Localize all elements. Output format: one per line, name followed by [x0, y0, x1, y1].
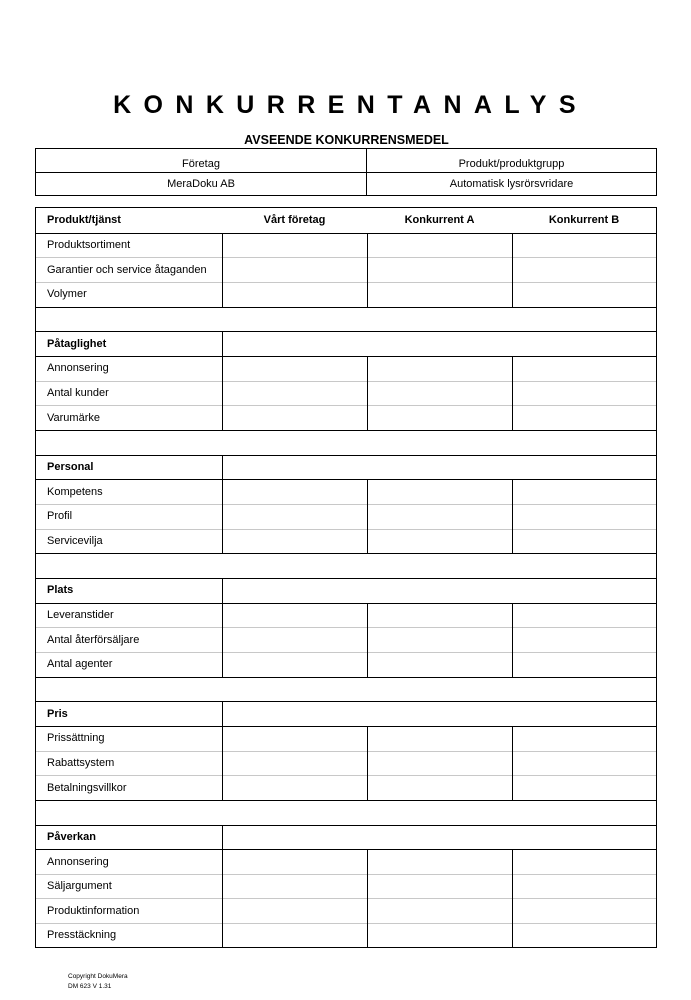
spacer-row: [36, 307, 656, 332]
row-label: Produktsortiment: [47, 239, 131, 251]
table-row: [36, 381, 656, 406]
document-title: KONKURRENTANALYS: [113, 91, 588, 119]
table-row: [36, 627, 656, 652]
entry-cell[interactable]: [223, 874, 367, 899]
version-text: DM 623 V 1.31: [68, 983, 112, 990]
entry-cell[interactable]: [223, 923, 367, 948]
entry-cell[interactable]: [368, 381, 512, 406]
table-row: [36, 751, 656, 776]
row-label: Prissättning: [47, 732, 105, 745]
entry-cell[interactable]: [223, 381, 367, 406]
section-row: [36, 331, 656, 356]
entry-cell[interactable]: [513, 923, 656, 948]
row-label: Antal återförsäljare: [47, 633, 140, 646]
section-row: [36, 825, 656, 850]
entry-cell[interactable]: [223, 455, 656, 480]
entry-cell[interactable]: [513, 381, 656, 406]
row-label: Servicevilja: [47, 534, 103, 547]
document-subtitle: AVSEENDE KONKURRENSMEDEL: [244, 133, 449, 147]
entry-cell[interactable]: [368, 874, 512, 899]
table-row: [36, 603, 656, 628]
entry-cell[interactable]: [223, 627, 367, 652]
table-row: [36, 257, 656, 282]
table-row: [36, 898, 656, 923]
entry-cell[interactable]: [223, 504, 367, 529]
entry-cell[interactable]: [513, 775, 656, 800]
entry-cell[interactable]: [223, 405, 367, 430]
entry-cell[interactable]: [223, 282, 367, 307]
spacer-row: [36, 553, 656, 578]
entry-cell[interactable]: [223, 356, 367, 381]
row-label: Annonsering: [47, 855, 109, 868]
column-header: Produkt/tjänst: [47, 214, 121, 227]
entry-cell[interactable]: [513, 233, 656, 258]
row-label: Varumärke: [47, 411, 100, 424]
company-label: Företag: [182, 158, 220, 170]
section-label: Påverkan: [47, 830, 96, 843]
entry-cell[interactable]: [223, 603, 367, 628]
table-row: [36, 479, 656, 504]
table-header-row: [36, 208, 656, 233]
row-label: Volymer: [47, 288, 87, 301]
entry-cell[interactable]: [368, 405, 512, 430]
entry-cell[interactable]: [223, 751, 367, 776]
row-label: Betalningsvillkor: [47, 781, 127, 794]
section-label: Personal: [47, 460, 94, 473]
row-label: Profil: [47, 510, 73, 523]
entry-cell[interactable]: [368, 257, 512, 282]
table-row: [36, 923, 656, 948]
product-label: Produkt/produktgrupp: [458, 158, 565, 170]
table-row: [36, 282, 656, 307]
row-label: Säljargument: [47, 880, 112, 893]
row-label: Rabattsystem: [47, 756, 115, 769]
entry-cell[interactable]: [368, 898, 512, 923]
column-header: Vårt företag: [263, 214, 326, 227]
entry-cell[interactable]: [513, 504, 656, 529]
footer: [68, 972, 128, 992]
competitor-table: [35, 207, 657, 948]
table-row: [36, 529, 656, 554]
entry-cell[interactable]: [223, 849, 367, 874]
entry-cell[interactable]: [368, 849, 512, 874]
entry-cell[interactable]: [368, 529, 512, 554]
header-box: [35, 148, 657, 196]
entry-cell[interactable]: [223, 898, 367, 923]
entry-cell[interactable]: [513, 529, 656, 554]
section-row: [36, 578, 656, 603]
entry-cell[interactable]: [223, 578, 656, 603]
row-label: Produktinformation: [47, 904, 140, 917]
section-label: Pris: [47, 707, 68, 720]
table-row: [36, 775, 656, 800]
entry-cell[interactable]: [223, 257, 367, 282]
entry-cell[interactable]: [513, 874, 656, 899]
entry-cell[interactable]: [513, 405, 656, 430]
entry-cell[interactable]: [223, 825, 656, 850]
entry-cell[interactable]: [368, 627, 512, 652]
table-row: [36, 233, 656, 258]
row-label: Presstäckning: [47, 929, 117, 942]
section-row: [36, 701, 656, 726]
row-label: Kompetens: [47, 485, 103, 498]
table-row: [36, 726, 656, 751]
entry-cell[interactable]: [513, 726, 656, 751]
table-row: [36, 405, 656, 430]
table-row: [36, 652, 656, 677]
spacer-row: [36, 677, 656, 702]
entry-cell[interactable]: [513, 751, 656, 776]
entry-cell[interactable]: [223, 775, 367, 800]
entry-cell[interactable]: [513, 627, 656, 652]
entry-cell[interactable]: [368, 726, 512, 751]
entry-cell[interactable]: [368, 603, 512, 628]
copyright-text: Copyright DokuMera: [68, 973, 128, 980]
entry-cell[interactable]: [368, 652, 512, 677]
entry-cell[interactable]: [368, 356, 512, 381]
entry-cell[interactable]: [513, 257, 656, 282]
entry-cell[interactable]: [513, 898, 656, 923]
column-header: Konkurrent A: [404, 214, 475, 227]
spacer-row: [36, 800, 656, 825]
row-label: Antal agenter: [47, 658, 113, 671]
entry-cell[interactable]: [223, 331, 656, 356]
table-row: [36, 356, 656, 381]
entry-cell[interactable]: [368, 923, 512, 948]
entry-cell[interactable]: [223, 652, 367, 677]
entry-cell[interactable]: [368, 233, 512, 258]
entry-cell[interactable]: [513, 282, 656, 307]
table-row: [36, 874, 656, 899]
section-row: [36, 455, 656, 480]
entry-cell[interactable]: [368, 751, 512, 776]
entry-cell[interactable]: [223, 726, 367, 751]
entry-cell[interactable]: [513, 356, 656, 381]
entry-cell[interactable]: [513, 849, 656, 874]
spacer-row: [36, 430, 656, 455]
entry-cell[interactable]: [513, 652, 656, 677]
table-row: [36, 849, 656, 874]
entry-cell[interactable]: [513, 603, 656, 628]
entry-cell[interactable]: [223, 233, 367, 258]
row-label: Leveranstider: [47, 608, 114, 621]
product-value[interactable]: Automatisk lysrörsvridare: [449, 178, 574, 190]
row-label: Garantier och service åtaganden: [47, 263, 207, 276]
column-header: Konkurrent B: [548, 214, 620, 227]
entry-cell[interactable]: [368, 775, 512, 800]
row-label: Antal kunder: [47, 386, 109, 399]
entry-cell[interactable]: [223, 529, 367, 554]
entry-cell[interactable]: [368, 282, 512, 307]
section-label: Påtaglighet: [47, 337, 107, 350]
company-value[interactable]: MeraDoku AB: [167, 178, 235, 190]
section-label: Plats: [47, 584, 74, 597]
table-row: [36, 504, 656, 529]
entry-cell[interactable]: [223, 479, 367, 504]
entry-cell[interactable]: [368, 479, 512, 504]
entry-cell[interactable]: [513, 479, 656, 504]
entry-cell[interactable]: [368, 504, 512, 529]
entry-cell[interactable]: [223, 701, 656, 726]
row-label: Annonsering: [47, 362, 109, 375]
